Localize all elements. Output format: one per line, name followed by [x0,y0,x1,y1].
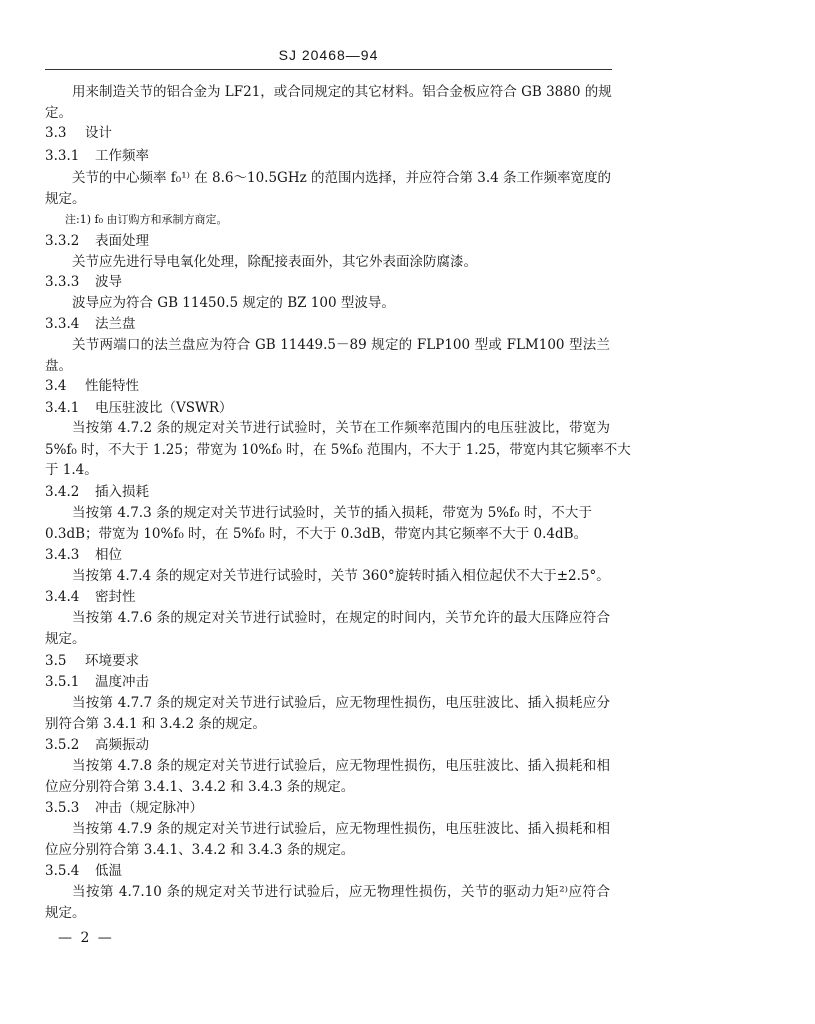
paragraph-line: 当按第 4.7.9 条的规定对关节进行试验后，应无物理性损伤，电压驻波比、插入损耗和相 [72,821,610,837]
section-number: 3.3 [45,125,67,141]
section-number: 3.5.1 [45,674,80,690]
section-title: 密封性 [95,589,136,605]
section-heading-3-4 [45,376,139,396]
paragraph-line: 规定。 [45,191,86,207]
section-heading-3-3-3 [45,272,122,292]
paragraph-line: 当按第 4.7.3 条的规定对关节进行试验时，关节的插入损耗，带宽为 5%f₀ 时，不大于 [72,505,592,521]
section-number: 3.4 [45,378,67,394]
paragraph-line: 0.3dB；带宽为 10%f₀ 时，在 5%f₀ 时，不大于 0.3dB，带宽内其它频率不大于 0.4dB。 [45,526,588,542]
header-rule [45,69,612,70]
paragraph-line: 波导应为符合 GB 11450.5 规定的 BZ 100 型波导。 [72,295,395,311]
section-title: 设计 [85,125,112,141]
section-title: 冲击（规定脉冲） [95,800,203,816]
section-number: 3.3.2 [45,233,80,249]
section-title: 相位 [95,547,122,563]
standard-code-header: SJ 20468—94 [278,47,379,63]
section-title: 表面处理 [95,233,149,249]
paragraph-line: 规定。 [45,905,86,921]
section-title: 低温 [95,863,122,879]
section-number: 3.4.1 [45,400,80,416]
section-title: 波导 [95,274,122,290]
section-heading-3-4-1 [45,398,233,418]
section-heading-3-5-2 [45,735,149,755]
section-number: 3.5 [45,653,67,669]
paragraph-line: 盘。 [45,358,72,374]
section-heading-3-5-4 [45,861,122,881]
paragraph-line: 当按第 4.7.4 条的规定对关节进行试验时，关节 360°旋转时插入相位起伏不大于±2.5°。 [72,568,610,584]
section-number: 3.4.2 [45,484,80,500]
paragraph-line: 定。 [45,105,72,121]
paragraph-line: 当按第 4.7.8 条的规定对关节进行试验后，应无物理性损伤，电压驻波比、插入损耗和相 [72,758,610,774]
section-heading-3-4-3 [45,545,122,565]
section-heading-3-3-4 [45,314,136,334]
section-heading-3-5-1 [45,672,149,692]
section-title: 电压驻波比（VSWR） [95,400,233,416]
section-number: 3.3.1 [45,148,80,164]
paragraph-line: 关节的中心频率 f₀¹⁾ 在 8.6～10.5GHz 的范围内选择，并应符合第 3.4 条工作频率宽度的 [72,170,612,186]
paragraph-line: 当按第 4.7.7 条的规定对关节进行试验后，应无物理性损伤，电压驻波比、插入损耗应分 [72,695,610,711]
section-number: 3.3.4 [45,316,80,332]
section-heading-3-4-4 [45,587,136,607]
paragraph-line: 关节两端口的法兰盘应为符合 GB 11449.5－89 规定的 FLP100 型或 FLM100 型法兰 [72,337,610,353]
paragraph-line: 当按第 4.7.2 条的规定对关节进行试验时，关节在工作频率范围内的电压驻波比，带宽为 [72,420,610,436]
section-number: 3.5.2 [45,737,80,753]
section-heading-3-4-2 [45,482,149,502]
section-title: 环境要求 [85,653,139,669]
section-title: 法兰盘 [95,316,136,332]
section-heading-3-3 [45,123,112,143]
section-heading-3-5 [45,651,139,671]
paragraph-line: 于 1.4。 [45,462,98,478]
section-title: 工作频率 [95,148,149,164]
section-number: 3.4.4 [45,589,80,605]
section-heading-3-3-1 [45,146,149,166]
paragraph-line: 5%f₀ 时，不大于 1.25；带宽为 10%f₀ 时，在 5%f₀ 范围内，不大于 1.25，带宽内其它频率不大 [45,442,631,458]
paragraph-line: 位应分别符合第 3.4.1、3.4.2 和 3.4.3 条的规定。 [45,779,355,795]
paragraph-line: 别符合第 3.4.1 和 3.4.2 条的规定。 [45,716,266,732]
section-number: 3.5.4 [45,863,80,879]
paragraph-line: 关节应先进行导电氧化处理，除配接表面外，其它外表面涂防腐漆。 [72,254,477,270]
section-title: 高频振动 [95,737,149,753]
section-number: 3.3.3 [45,274,80,290]
footnote: 注:1) f₀ 由订购方和承制方商定。 [65,213,228,226]
paragraph-line: 位应分别符合第 3.4.1、3.4.2 和 3.4.3 条的规定。 [45,842,355,858]
section-heading-3-5-3 [45,798,203,818]
paragraph-line: 用来制造关节的铝合金为 LF21，或合同规定的其它材料。铝合金板应符合 GB 3880 的规 [72,84,612,100]
section-title: 性能特性 [85,378,139,394]
section-number: 3.5.3 [45,800,80,816]
section-title: 温度冲击 [95,674,149,690]
paragraph-line: 规定。 [45,631,86,647]
page-number: — 2 — [58,930,114,946]
section-heading-3-3-2 [45,231,149,251]
section-number: 3.4.3 [45,547,80,563]
section-title: 插入损耗 [95,484,149,500]
paragraph-line: 当按第 4.7.6 条的规定对关节进行试验时，在规定的时间内，关节允许的最大压降应符合 [72,610,610,626]
paragraph-line: 当按第 4.7.10 条的规定对关节进行试验后，应无物理性损伤，关节的驱动力矩²⁾应符合 [72,884,610,900]
